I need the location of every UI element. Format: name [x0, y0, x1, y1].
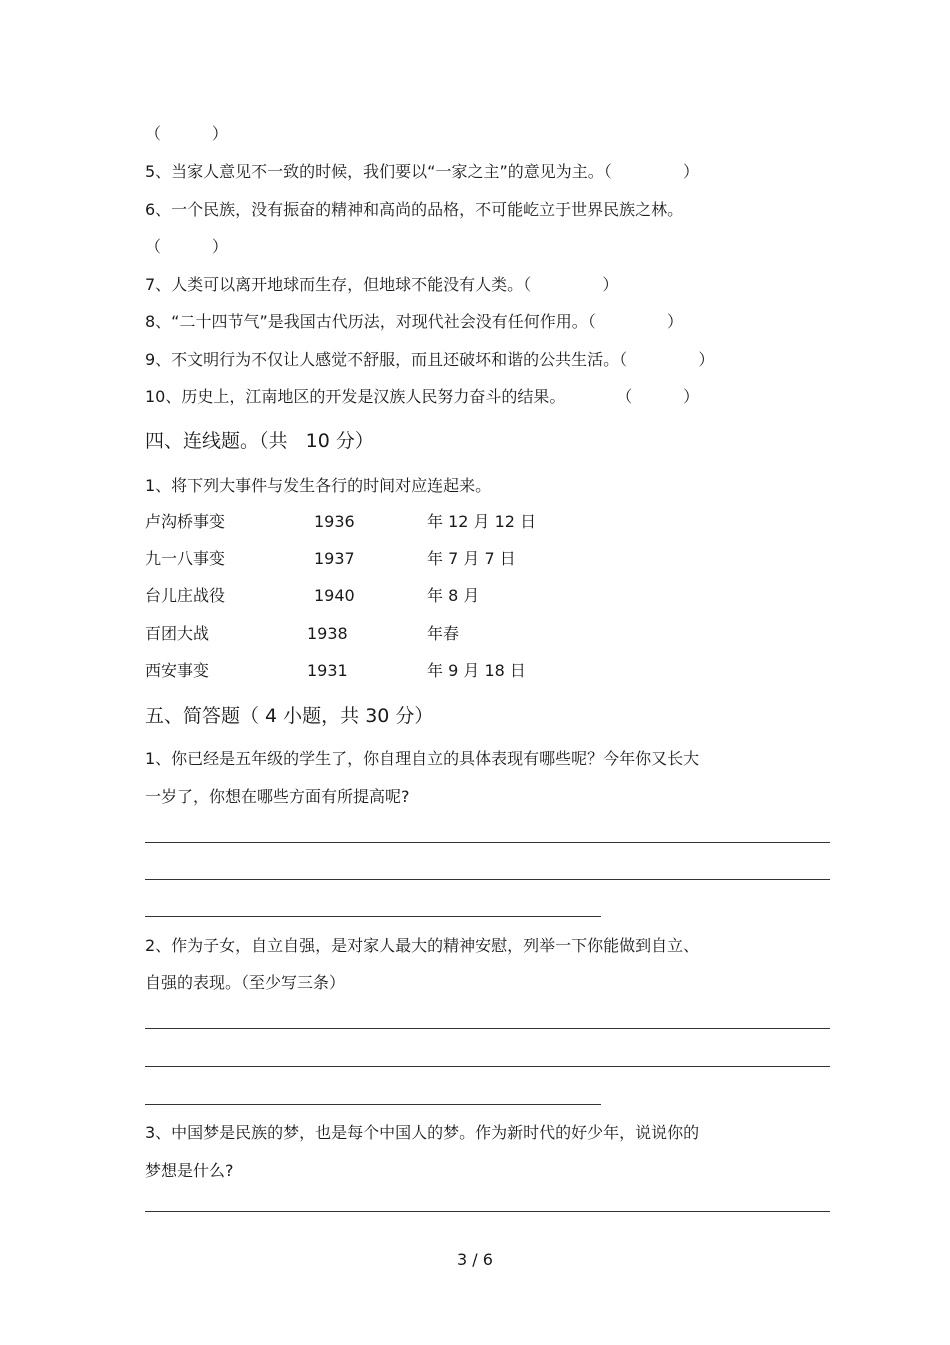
- page-number: 3 / 6: [457, 1250, 493, 1269]
- question-3-line-2: 梦想是什么?: [145, 1161, 234, 1180]
- answer-line-1c: [145, 916, 601, 917]
- question-1-line-2: 一岁了，你想在哪些方面有所提高呢?: [145, 787, 410, 806]
- match-date-3: 年 8 月: [427, 586, 480, 605]
- section-4-instruction: 1、将下列大事件与发生各行的时间对应连起来。: [145, 476, 492, 495]
- section-5-title: 五、简答题（ 4 小题，共 30 分）: [145, 705, 434, 727]
- match-year-2: 1937: [314, 549, 355, 568]
- tf-item-9: 9、不文明行为不仅让人感觉不舒服，而且还破坏和谐的公共生活。（ ）: [145, 350, 715, 369]
- answer-line-3a: [145, 1211, 830, 1212]
- section-4-title: 四、连线题。（共 10 分）: [145, 430, 374, 452]
- tf-item-5: 5、当家人意见不一致的时候，我们要以“一家之主”的意见为主。（ ）: [145, 162, 699, 181]
- match-event-1: 卢沟桥事变: [145, 512, 226, 531]
- match-year-3: 1940: [314, 586, 355, 605]
- tf-item-8: 8、“二十四节气”是我国古代历法，对现代社会没有任何作用。（ ）: [145, 312, 683, 331]
- match-date-2: 年 7 月 7 日: [427, 549, 516, 568]
- match-date-5: 年 9 月 18 日: [427, 661, 526, 680]
- tf-item-4-blank: （ ）: [145, 124, 228, 143]
- answer-line-2a: [145, 1028, 830, 1029]
- question-2-line-2: 自强的表现。（至少写三条）: [145, 973, 346, 992]
- question-3-line-1: 3、中国梦是民族的梦，也是每个中国人的梦。作为新时代的好少年，说说你的: [145, 1123, 700, 1142]
- match-date-1: 年 12 月 12 日: [427, 512, 537, 531]
- match-year-4: 1938: [307, 624, 348, 643]
- match-date-4: 年春: [427, 624, 460, 643]
- question-1-line-1: 1、你已经是五年级的学生了，你自理自立的具体表现有哪些呢？今年你又长大: [145, 749, 700, 768]
- answer-line-2c: [145, 1104, 601, 1105]
- match-event-5: 西安事变: [145, 661, 210, 680]
- answer-line-1b: [145, 879, 830, 880]
- tf-item-7: 7、人类可以离开地球而生存，但地球不能没有人类。（ ）: [145, 275, 619, 294]
- tf-item-10: 10、历史上，江南地区的开发是汉族人民努力奋斗的结果。 （ ）: [145, 387, 700, 406]
- match-year-1: 1936: [314, 512, 355, 531]
- answer-line-1a: [145, 842, 830, 843]
- match-year-5: 1931: [307, 661, 348, 680]
- question-2-line-1: 2、作为子女，自立自强，是对家人最大的精神安慰，列举一下你能做到自立、: [145, 936, 700, 955]
- match-event-4: 百团大战: [145, 624, 210, 643]
- match-event-3: 台儿庄战役: [145, 586, 226, 605]
- tf-item-6-blank: （ ）: [145, 237, 228, 256]
- tf-item-6: 6、一个民族，没有振奋的精神和高尚的品格，不可能屹立于世界民族之林。: [145, 200, 684, 219]
- answer-line-2b: [145, 1066, 830, 1067]
- match-event-2: 九一八事变: [145, 549, 226, 568]
